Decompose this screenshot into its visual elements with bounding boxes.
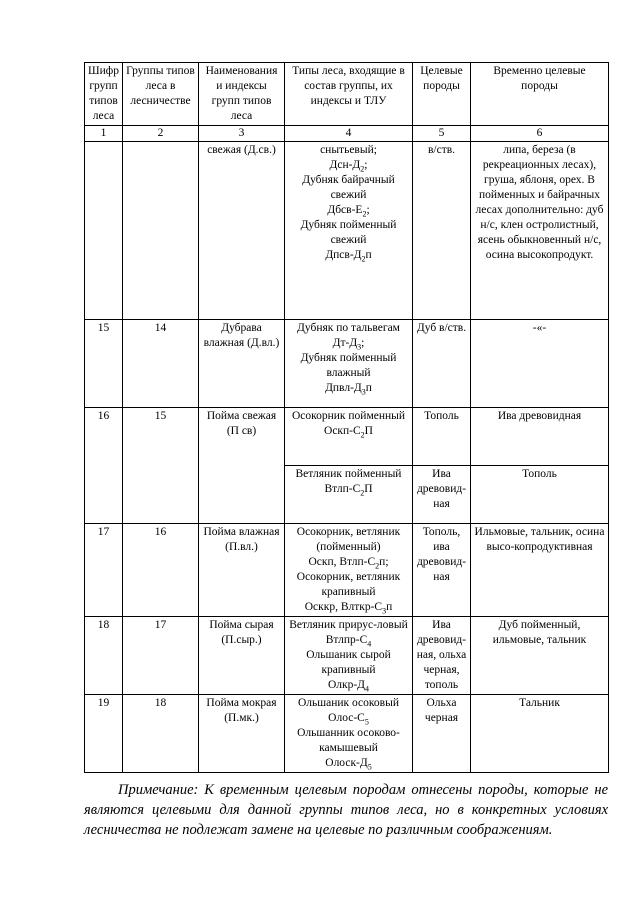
text-line: Олкр-Д — [327, 679, 366, 691]
text-line: Втлп-С — [324, 483, 361, 495]
cell-group: 16 — [123, 524, 199, 617]
text-line: п; — [379, 556, 389, 568]
cell-name: свежая (Д.св.) — [199, 142, 285, 320]
column-number-row — [85, 126, 609, 142]
subscript: 2 — [360, 164, 365, 174]
text-line: Дт-Д — [332, 337, 358, 349]
table-row — [85, 142, 609, 320]
col-num: 5 — [413, 126, 471, 142]
table-row — [85, 524, 609, 617]
text-line: Дбсв-Е — [327, 204, 363, 216]
cell-target: Дуб в/ств. — [413, 320, 471, 408]
subscript: 4 — [365, 684, 370, 694]
cell-target: Ольха черная — [413, 695, 471, 773]
text-line: п — [365, 249, 372, 261]
table-note: Примечание: К временным целевым породам отнесены породы, которые не являются целевыми для данной группы типов леса, но в конкретных условиях лесничества не подлежат замене на целевые по различным соображениям. — [84, 781, 608, 838]
cell-types — [285, 142, 413, 320]
cell-target: Ива древовид-ная, ольха черная, тополь — [413, 617, 471, 695]
subscript: 2 — [360, 430, 365, 440]
text-line: Дубняк пойменный влажный — [300, 352, 397, 379]
col-num: 2 — [123, 126, 199, 142]
text-line: п — [386, 601, 393, 613]
cell-types — [285, 617, 413, 695]
text-line: Ветляник прирус-ловый Втлпр-С — [289, 619, 408, 646]
cell-temp-target: Тальник — [471, 695, 609, 773]
cell-temp-target: Дуб пойменный, ильмовые, тальник — [471, 617, 609, 695]
cell-group: 17 — [123, 617, 199, 695]
text-line: Ольшаник сырой крапивный — [306, 649, 391, 676]
header-names: Наименования и индексы групп типов леса — [199, 63, 285, 126]
subscript: 5 — [367, 762, 372, 772]
text-line: Дпсв-Д — [325, 249, 362, 261]
text-line: Дубняк байрачный свежий — [302, 174, 395, 201]
text-line: снытьевый; — [320, 144, 377, 156]
table-row — [85, 617, 609, 695]
cell-target: Тополь, ива древовид-ная — [413, 524, 471, 617]
text-line: Дпвл-Д — [325, 382, 362, 394]
cell-target: Тополь — [413, 408, 471, 466]
subscript: 3 — [361, 387, 366, 397]
text-line: Дубняк пойменный свежий — [300, 219, 397, 246]
text-line: Оскп-С — [324, 425, 361, 437]
cell-target: в/ств. — [413, 142, 471, 320]
col-num: 6 — [471, 126, 609, 142]
subscript: 3 — [357, 342, 362, 352]
col-num: 3 — [199, 126, 285, 142]
cell-code: 19 — [85, 695, 123, 773]
text-line: ; — [366, 204, 370, 216]
cell-code: 16 — [85, 408, 123, 524]
text-line: П — [364, 483, 373, 495]
subscript: 2 — [361, 254, 366, 264]
cell-temp-target: Ильмовые, тальник, осина высо-копродуктивная — [471, 524, 609, 617]
cell-code: 18 — [85, 617, 123, 695]
cell-name: Пойма мокрая (П.мк.) — [199, 695, 285, 773]
cell-target: Ива древовид-ная — [413, 466, 471, 524]
text-line: Ольшаник осоковый — [298, 697, 399, 709]
text-line: п — [365, 382, 372, 394]
cell-name: Дубрава влажная (Д.вл.) — [199, 320, 285, 408]
header-code: Шифр групп типов леса — [85, 63, 123, 126]
cell-types — [285, 466, 413, 524]
cell-group: 14 — [123, 320, 199, 408]
text-line: Ольшанник осоково-камышевый — [297, 727, 400, 754]
subscript: 5 — [364, 717, 369, 727]
text-line: Олоск-Д — [325, 757, 368, 769]
subscript: 2 — [375, 561, 380, 571]
header-temp-target: Временно целевые породы — [471, 63, 609, 126]
header-row — [85, 63, 609, 126]
table-row — [85, 408, 609, 466]
header-groups: Группы типов леса в лесничестве — [123, 63, 199, 126]
cell-group: 18 — [123, 695, 199, 773]
subscript: 2 — [362, 209, 367, 219]
cell-name: Пойма сырая (П.сыр.) — [199, 617, 285, 695]
cell-code: 17 — [85, 524, 123, 617]
text-line: Оскп, Втлп-С — [308, 556, 376, 568]
cell-types — [285, 408, 413, 466]
col-num: 4 — [285, 126, 413, 142]
cell-types — [285, 695, 413, 773]
cell-code — [85, 142, 123, 320]
subscript: 2 — [360, 488, 365, 498]
text-line: Олос-С — [328, 712, 365, 724]
text-line: Дсн-Д — [329, 159, 361, 171]
cell-types — [285, 320, 413, 408]
forest-types-table — [84, 62, 609, 773]
table-row — [85, 695, 609, 773]
text-line: Осокорник, ветляник (пойменный) — [296, 526, 401, 553]
text-line: ; — [364, 159, 368, 171]
cell-group — [123, 142, 199, 320]
text-line: Осккр, Влткр-С — [304, 601, 383, 613]
subscript: 3 — [382, 606, 387, 616]
text-line: ; — [361, 337, 365, 349]
cell-code: 15 — [85, 320, 123, 408]
text-line: Осокорник пойменный — [291, 410, 406, 422]
cell-temp-target: Ива древовидная — [471, 408, 609, 466]
cell-temp-target: -«- — [471, 320, 609, 408]
table-row — [85, 320, 609, 408]
text-line: Осокорник, ветляник крапивный — [296, 571, 401, 598]
cell-group: 15 — [123, 408, 199, 524]
text-line: Дубняк по тальвегам — [297, 322, 400, 334]
text-line: П — [364, 425, 373, 437]
header-types: Типы леса, входящие в состав группы, их индексы и ТЛУ — [285, 63, 413, 126]
cell-types — [285, 524, 413, 617]
cell-name: Пойма свежая (П св) — [199, 408, 285, 524]
col-num: 1 — [85, 126, 123, 142]
text-line: Ветляник пойменный — [295, 468, 402, 480]
cell-temp-target: Тополь — [471, 466, 609, 524]
cell-temp-target: липа, береза (в рекреационных лесах), груша, яблоня, орех. В пойменных и байрачных лесах дополнительно: дуб н/с, клен остролистный, ясень обыкновенный н/с, осина высокопродукт. — [471, 142, 609, 320]
header-target: Целевые породы — [413, 63, 471, 126]
subscript: 4 — [367, 639, 372, 649]
cell-name: Пойма влажная (П.вл.) — [199, 524, 285, 617]
